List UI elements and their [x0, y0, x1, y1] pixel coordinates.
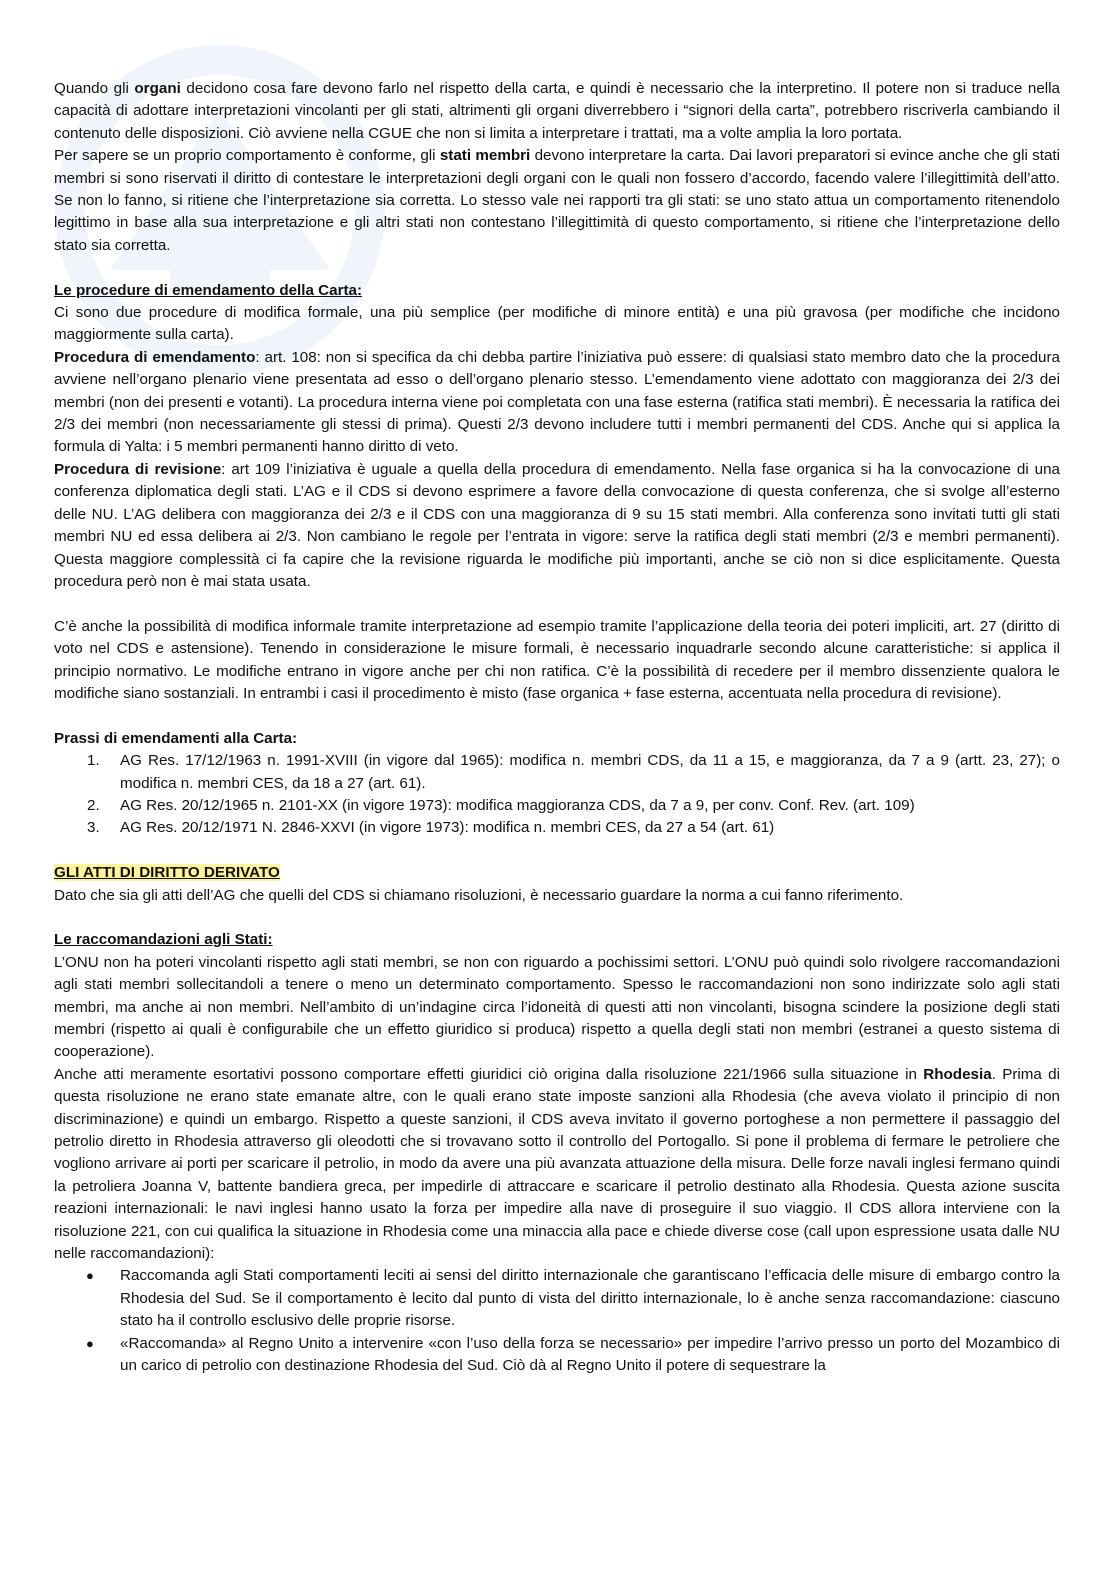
paragraph-due-procedure: Ci sono due procedure di modifica formale, una più semplice (per modifiche di minore entità) e una più gravosa (per modifiche che incidono maggiormente sulla carta).: [54, 304, 1060, 344]
raccomandazioni-list: [54, 1265, 1060, 1377]
paragraph-organi-interpretazione: Quando gli organi decidono cosa fare devono farlo nel rispetto della carta, e quindi è necessario che la interpretino. Il potere non si traduce nella capacità di adottare interpretazioni vincolanti per gli stati, altrimenti gli organi diverrebbero i “signori della carta”, potrebbero riscriverla cambiando il contenuto delle disposizioni. Ciò avviene nella CGUE che non si limita a interpretare i trattati, ma a volte amplia la loro portata.: [54, 80, 1060, 142]
paragraph-procedura-revisione: Procedura di revisione: art 109 l’iniziativa è uguale a quella della procedura di emendamento. Nella fase organica si ha la convocazione di una conferenza diplomatica degli stati. L’AG e il CDS si devono esprimere a favore della convocazione di questa conferenza, che si svolge all’esterno delle NU. L’AG delibera con maggioranza dei 2/3 e il CDS con una maggioranza di 9 su 15 stati membri. Alla conferenza sono invitati tutti gli stati membri NU ed essa delibera ai 2/3. Non cambiano le regole per l’entrata in vigore: serve la ratifica degli stati membri (2/3 e membri permanenti). Questa maggiore complessità ci fa capire che la revisione riguarda le modifiche più importanti, anche se ciò non si dice esplicitamente. Questa procedura però non è mai stata usata.: [54, 460, 1060, 590]
heading-prassi-emendamenti: Prassi di emendamenti alla Carta:: [54, 729, 298, 747]
keyword-procedura-emendamento: Procedura di emendamento: [54, 348, 256, 366]
paragraph-stati-membri-interpretazione: Per sapere se un proprio comportamento è conforme, gli stati membri devono interpretare la carta. Dai lavori preparatori si evince anche che gli stati membri si sono riservati il diritto di contestare le interpretazioni degli organi con le quali non fossero d’accordo, facendo valere l’illegittimità dell’atto. Se non lo fanno, si ritiene che l’interpretazione sia corretta. Lo stesso vale nei rapporti tra gli stati: se uno stato attua un comportamento ritenendolo legittimo in base alla sua interpretazione e gli altri stati non contestano l’illegittimità di questo comportamento, si ritiene che l’interpretazione dello stato sia corretta.: [54, 147, 1061, 254]
heading-atti-diritto-derivato: GLI ATTI DI DIRITTO DERIVATO: [54, 864, 280, 882]
heading-procedure-emendamento: Le procedure di emendamento della Carta:: [54, 281, 363, 299]
heading-raccomandazioni: Le raccomandazioni agli Stati:: [54, 931, 273, 949]
list-item: 3. AG Res. 20/12/1971 N. 2846-XXVI (in vigore 1973): modifica n. membri CES, da 27 a 54 (art. 61): [87, 819, 775, 837]
bullet-icon: ●: [86, 1335, 94, 1351]
keyword-organi: organi: [134, 80, 181, 97]
list-item: 1. AG Res. 17/12/1963 n. 1991-XVIII (in vigore dal 1965): modifica n. membri CDS, da 11 a 15, e maggioranza, da 7 a 9 (artt. 23, 27); o modifica n. membri CES, da 18 a 27 (art. 61).: [87, 752, 1060, 792]
list-item: 2. AG Res. 20/12/1965 n. 2101-XX (in vigore 1973): modifica maggioranza CDS, da 7 a 9, per conv. Conf. Rev. (art. 109): [87, 796, 915, 814]
paragraph-rhodesia: Anche atti meramente esortativi possono comportare effetti giuridici ciò origina dalla risoluzione 221/1966 sulla situazione in Rhodesia. Prima di questa risoluzione ne erano state emanate altre, con le quali erano state imposte sanzioni alla Rhodesia (che aveva violato il principio di non discriminazione) e quindi un embargo. Rispetto a queste sanzioni, il CDS aveva invitato il governo portoghese a non permettere il passaggio del petrolio diretto in Rhodesia attraverso gli oleodotti che si trovavano sotto il controllo del Portogallo. Si pone il problema di fermare le petroliere che vogliono arrivare ai porti per scaricare il petrolio, in modo da avere una più avanzata attuazione della misura. Delle forze navali inglesi fermano quindi la petroliera Joanna V, battente bandiera greca, per impedirle di attraccare e scaricare il petrolio destinato alla Rhodesia. Questa azione suscita reazioni internazionali: le navi inglesi hanno usato la forza per impedire alla nave di proseguire il suo viaggio. Il CDS allora interviene con la risoluzione 221, con cui qualifica la situazione in Rhodesia come una minaccia alla pace e chiede diverse cose (call upon espressione usata dalle NU nelle raccomandazioni):: [54, 1065, 1061, 1263]
keyword-procedura-revisione: Procedura di revisione: [54, 460, 222, 478]
paragraph-risoluzioni: Dato che sia gli atti dell’AG che quelli del CDS si chiamano risoluzioni, è necessario guardare la norma a cui fanno riferimento.: [54, 886, 904, 904]
paragraph-modifica-informale: C’è anche la possibilità di modifica informale tramite interpretazione ad esempio tramite l’applicazione della teoria dei poteri impliciti, art. 27 (diritto di voto nel CDS e astensione). Tenendo in considerazione le misure formali, è necessario inquadrarle secondo alcune caratteristiche: si applica il principio normativo. Le modifiche entrano in vigore anche per chi non ratifica. C’è la possibilità di recedere per il membro dissenziente qualora le modifiche siano sostanziali. In entrambi i casi il procedimento è misto (fase organica + fase esterna, accentuata nella procedura di revisione).: [54, 617, 1060, 702]
paragraph-onu-poteri: L’ONU non ha poteri vincolanti rispetto agli stati membri, se non con riguardo a pochissimi settori. L’ONU può quindi solo rivolgere raccomandazioni agli stati membri sollecitandoli a tenere o meno un determinato comportamento. Spesso le raccomandazioni non sono indirizzate solo agli stati membri, ma anche ai non membri. Nell’ambito di un’indagine circa l’idoneità di questi atti non vincolanti, bisogna scindere la posizione degli stati membri (rispetto ai quali è configurabile che un effetto giuridico si produca) rispetto a quella degli stati non membri (estranei a questo sistema di cooperazione).: [54, 953, 1060, 1061]
list-item: ● Raccomanda agli Stati comportamenti leciti ai sensi del diritto internazionale che garantiscano l’efficacia delle misure di embargo contro la Rhodesia del Sud. Se il comportamento è lecito dal punto di vista del diritto internazionale, lo è anche senza raccomandazione: ciascuno stato ha il controllo esclusivo delle proprie risorse.: [86, 1267, 1060, 1330]
prassi-list: [54, 750, 1060, 840]
keyword-stati-membri: stati membri: [439, 147, 531, 165]
document-body: [54, 78, 1060, 1377]
bullet-icon: ●: [86, 1268, 94, 1284]
paragraph-procedura-emendamento: Procedura di emendamento: art. 108: non si specifica da chi debba partire l’iniziativa può essere: di qualsiasi stato membro dato che la procedura avviene nell’organo plenario viene presentata ad esso o dell’organo plenario stesso. L’emendamento viene adottato con maggioranza dei 2/3 dei membri (non dei presenti e votanti). La procedura interna viene poi completata con una fase esterna (ratifica stati membri). È necessaria la ratifica dei 2/3 dei membri (non necessariamente gli stessi di prima). Questi 2/3 devono includere tutti i membri permanenti del CDS. Anche qui si applica la formula di Yalta: i 5 membri permanenti hanno diritto di veto.: [54, 348, 1060, 456]
keyword-rhodesia: Rhodesia: [923, 1065, 992, 1083]
list-item: ● «Raccomanda» al Regno Unito a intervenire «con l’uso della forza se necessario» per impedire l’arrivo presso un porto del Mozambico di un carico di petrolio con destinazione Rhodesia del Sud. Ciò dà al Regno Unito il potere di sequestrare la: [86, 1334, 1060, 1375]
